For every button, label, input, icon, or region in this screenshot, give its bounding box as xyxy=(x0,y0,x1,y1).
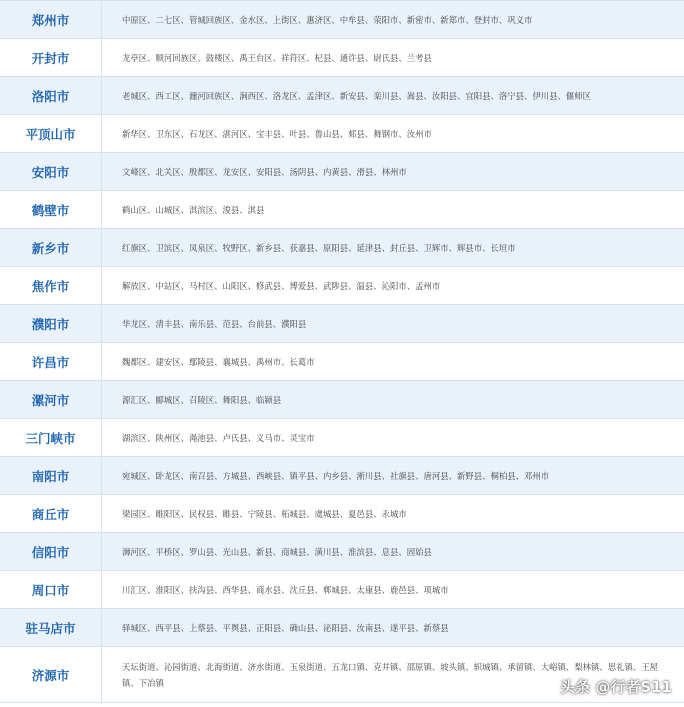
city-name: 南阳市 xyxy=(0,457,102,494)
district-list: 湖滨区、陕州区、渑池县、卢氏县、义马市、灵宝市 xyxy=(122,432,315,443)
district-list: 文峰区、北关区、殷都区、龙安区、安阳县、汤阴县、内黄县、滑县、林州市 xyxy=(122,166,407,177)
table-row xyxy=(0,457,684,495)
table-row xyxy=(0,39,684,77)
city-name: 焦作市 xyxy=(0,267,102,304)
table-row xyxy=(0,609,684,647)
district-list: 宛城区、卧龙区、南召县、方城县、西峡县、镇平县、内乡县、淅川县、社旗县、唐河县、新野县、桐柏县、邓州市 xyxy=(122,470,550,481)
city-name: 周口市 xyxy=(0,571,102,608)
city-name: 商丘市 xyxy=(0,495,102,532)
table-row xyxy=(0,305,684,343)
city-name: 新乡市 xyxy=(0,229,102,266)
table-row xyxy=(0,115,684,153)
district-list: 川汇区、淮阳区、扶沟县、西华县、商水县、沈丘县、郸城县、太康县、鹿邑县、项城市 xyxy=(122,584,449,595)
watermark: 头条 @行者S11 xyxy=(560,678,672,696)
table-row xyxy=(0,419,684,457)
city-name: 济源市 xyxy=(0,647,102,702)
city-name: 鹤壁市 xyxy=(0,191,102,228)
district-list: 驿城区、西平县、上蔡县、平舆县、正阳县、确山县、泌阳县、汝南县、遂平县、新蔡县 xyxy=(122,622,449,633)
city-name: 郑州市 xyxy=(0,1,102,38)
city-name: 濮阳市 xyxy=(0,305,102,342)
city-name: 安阳市 xyxy=(0,153,102,190)
table-row xyxy=(0,267,684,305)
table-row xyxy=(0,77,684,115)
city-name: 驻马店市 xyxy=(0,609,102,646)
city-name: 漯河市 xyxy=(0,381,102,418)
district-list: 新华区、卫东区、石龙区、湛河区、宝丰县、叶县、鲁山县、郏县、舞钢市、汝州市 xyxy=(122,128,432,139)
district-list: 解放区、中站区、马村区、山阳区、修武县、博爱县、武陟县、温县、沁阳市、孟州市 xyxy=(122,280,441,291)
district-list: 老城区、西工区、瀍河回族区、涧西区、洛龙区、孟津区、新安县、栾川县、嵩县、汝阳县、宜阳县、洛宁县、伊川县、偃师区 xyxy=(122,90,591,101)
city-name: 信阳市 xyxy=(0,533,102,570)
district-list: 龙亭区、顺河回族区、鼓楼区、禹王台区、祥符区、杞县、通许县、尉氏县、兰考县 xyxy=(122,52,432,63)
district-list: 魏都区、建安区、鄢陵县、襄城县、禹州市、长葛市 xyxy=(122,356,315,367)
district-list: 浉河区、平桥区、罗山县、光山县、新县、商城县、潢川县、淮滨县、息县、固始县 xyxy=(122,546,432,557)
table-row xyxy=(0,343,684,381)
table-row xyxy=(0,191,684,229)
district-list: 天坛街道、沁园街道、北海街道、济水街道、玉泉街道、五龙口镇、克井镇、邵原镇、坡头镇、轵城镇、承留镇、大峪镇、梨林镇、思礼镇、王屋镇、下冶镇 xyxy=(122,661,658,688)
city-name: 三门峡市 xyxy=(0,419,102,456)
table-row xyxy=(0,495,684,533)
table-row xyxy=(0,1,684,39)
district-list: 红旗区、卫滨区、凤泉区、牧野区、新乡县、获嘉县、原阳县、延津县、封丘县、卫辉市、辉县市、长垣市 xyxy=(122,242,516,253)
district-list: 梁园区、睢阳区、民权县、睢县、宁陵县、柘城县、虞城县、夏邑县、永城市 xyxy=(122,508,407,519)
city-name: 开封市 xyxy=(0,39,102,76)
table-row xyxy=(0,153,684,191)
city-name: 平顶山市 xyxy=(0,115,102,152)
table-row xyxy=(0,571,684,609)
district-list: 中原区、二七区、管城回族区、金水区、上街区、惠济区、中牟县、荥阳市、新密市、新郑市、登封市、巩义市 xyxy=(122,14,533,25)
district-list: 华龙区、清丰县、南乐县、范县、台前县、濮阳县 xyxy=(122,318,307,329)
district-list: 鹤山区、山城区、淇滨区、浚县、淇县 xyxy=(122,204,265,215)
table-row xyxy=(0,229,684,267)
table-row xyxy=(0,381,684,419)
city-name: 许昌市 xyxy=(0,343,102,380)
table-row xyxy=(0,533,684,571)
district-list: 源汇区、郾城区、召陵区、舞阳县、临颍县 xyxy=(122,394,282,405)
city-name: 洛阳市 xyxy=(0,77,102,114)
